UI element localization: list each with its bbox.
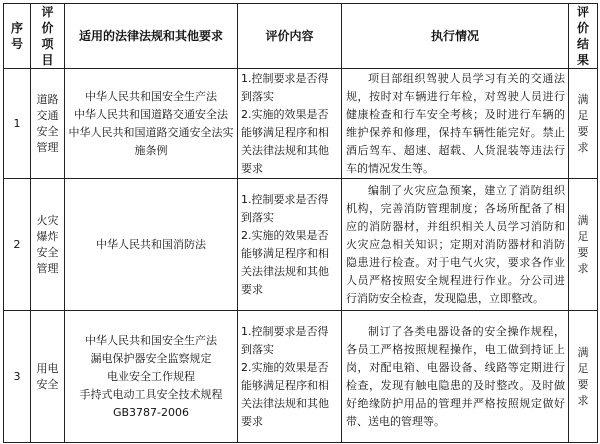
content-entry: 2.实施的效果是否能够满足程序和相关法律法规和其他要求 xyxy=(241,360,329,428)
row-item: 道路交通安全管理 xyxy=(31,69,65,179)
row-result: 满足要求 xyxy=(569,69,598,179)
content-entry: 1.控制要求是否得到落实 xyxy=(241,192,329,224)
header-item: 评价项目 xyxy=(31,4,65,69)
row-result: 满足要求 xyxy=(569,179,598,311)
table-row xyxy=(4,311,598,443)
evaluation-table xyxy=(3,3,598,443)
content-entry: 2.实施的效果是否能够满足程序和相关法律法规和其他要求 xyxy=(241,107,329,175)
row-item: 用电安全 xyxy=(31,311,65,443)
content-entry: 2.实施的效果是否能够满足程序和相关法律法规和其他要求 xyxy=(241,228,329,296)
content-entry: 1.控制要求是否得到落实 xyxy=(241,71,329,103)
row-execution: 编制了火灾应急预案，建立了消防组织机构，完善消防管理制度；各场所配备了相应的消防器材，并组织相关人员学习消防和火灾应急相关知识；定期对消防器材和消防隐患进行检查。对于电气火灾，要求各作业人员严格按照安全规程进行作业。分公司进行消防安全检查，发现隐患，立即整改。 xyxy=(342,179,569,311)
law-entry: 手持式电动工具安全技术规程GB3787-2006 xyxy=(79,387,223,419)
law-entry: 漏电保护器安全监察规定 xyxy=(90,351,212,365)
row-index: 2 xyxy=(4,179,31,311)
law-entry: 中华人民共和国安全生产法 xyxy=(85,89,217,103)
row-index: 3 xyxy=(4,311,31,443)
table-row xyxy=(4,179,598,311)
header-execution: 执行情况 xyxy=(342,4,569,69)
row-laws xyxy=(65,69,238,179)
header-content: 评价内容 xyxy=(238,4,342,69)
row-execution: 制订了各类电器设备的安全操作规程，各员工严格按照规程操作，电工做到持证上岗，对配电箱、电器设备、线路等定期进行检查，发现有触电隐患的及时整改。及时做好绝缘防护用品的管理并严格按照规定做好带、送电的管理等。 xyxy=(342,311,569,443)
row-content xyxy=(238,69,342,179)
row-laws xyxy=(65,179,238,311)
row-laws xyxy=(65,311,238,443)
row-index: 1 xyxy=(4,69,31,179)
content-entry: 1.控制要求是否得到落实 xyxy=(241,324,329,356)
row-item: 火灾爆炸安全管理 xyxy=(31,179,65,311)
header-result: 评价结果 xyxy=(569,4,598,69)
row-content xyxy=(238,179,342,311)
header-laws: 适用的法律法规和其他要求 xyxy=(65,4,238,69)
row-execution: 项目部组织驾驶人员学习有关的交通法规，按时对车辆进行年检，对驾驶人员进行健康检查和行车安全考核；及时进行车辆的维护保养和修理，保持车辆性能完好。禁止酒后驾车、超速、超载、人货混装等违法行车的情况发生等。 xyxy=(342,69,569,179)
table-header-row xyxy=(4,4,598,69)
row-content xyxy=(238,311,342,443)
law-entry: 中华人民共和国安全生产法 xyxy=(85,333,217,347)
table-row xyxy=(4,69,598,179)
law-entry: 中华人民共和国道路交通安全法 xyxy=(74,107,228,121)
law-entry: 中华人民共和国消防法 xyxy=(96,237,206,251)
header-index: 序号 xyxy=(4,4,31,69)
row-result: 满足要求 xyxy=(569,311,598,443)
law-entry: 电业安全工作规程 xyxy=(107,369,195,383)
law-entry: 中华人民共和国道路交通安全法实施条例 xyxy=(68,125,234,157)
